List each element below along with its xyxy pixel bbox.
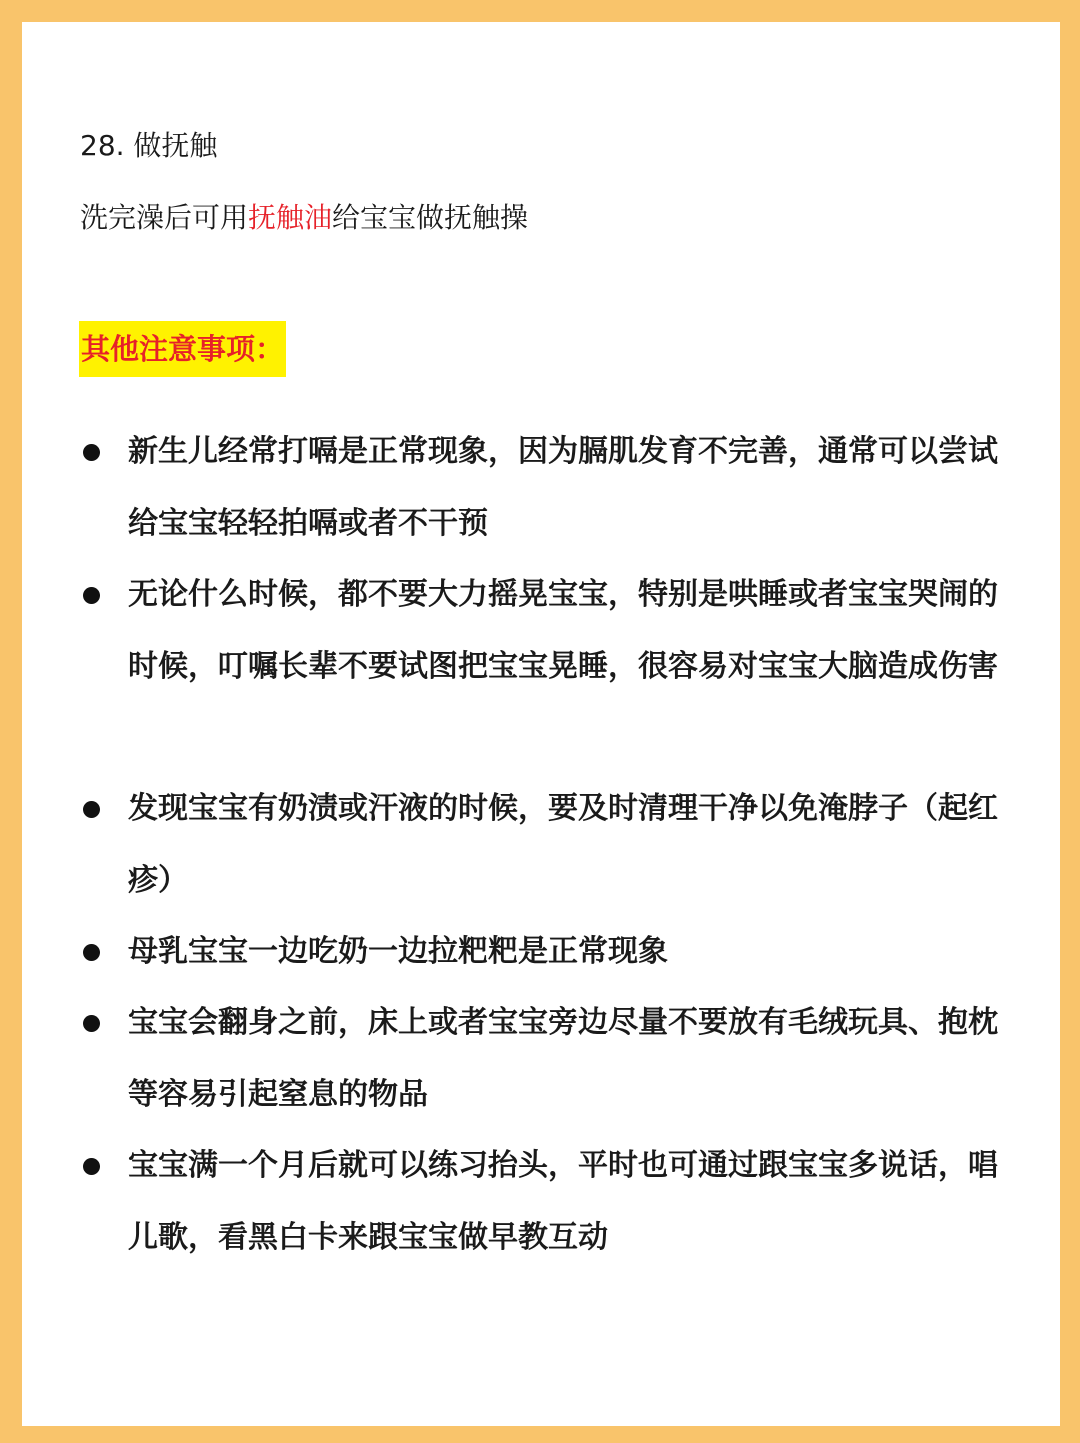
note-text: 母乳宝宝一边吃奶一边拉粑粑是正常现象 — [128, 934, 668, 969]
item-description-before: 洗完澡后可用 — [80, 201, 249, 234]
bullet-icon — [83, 1015, 100, 1032]
note-text: 发现宝宝有奶渍或汗液的时候，要及时清理干净以免淹脖子（起红疹） — [128, 791, 998, 898]
note-text: 宝宝满一个月后就可以练习抬头，平时也可通过跟宝宝多说话，唱儿歌，看黑白卡来跟宝宝做早教互动 — [128, 1148, 998, 1255]
note-text: 新生儿经常打嗝是正常现象，因为膈肌发育不完善，通常可以尝试给宝宝轻轻拍嗝或者不干预 — [128, 434, 998, 541]
bullet-icon — [83, 444, 100, 461]
content-card — [22, 22, 1060, 1426]
note-text: 宝宝会翻身之前，床上或者宝宝旁边尽量不要放有毛绒玩具、抱枕等容易引起窒息的物品 — [128, 1005, 998, 1112]
item-description — [80, 196, 528, 240]
item-description-highlight: 抚触油 — [248, 201, 333, 234]
note-text: 无论什么时候，都不要大力摇晃宝宝，特别是哄睡或者宝宝哭闹的时候，叮嘱长辈不要试图把宝宝晃睡，很容易对宝宝大脑造成伤害 — [128, 577, 998, 684]
bullet-icon — [83, 587, 100, 604]
bullet-icon — [83, 944, 100, 961]
item-title: 28. 做抚触 — [80, 129, 218, 162]
section-heading: 其他注意事项： — [79, 321, 286, 377]
item-description-after: 给宝宝做抚触操 — [332, 201, 529, 234]
bullet-icon — [83, 801, 100, 818]
bullet-icon — [83, 1158, 100, 1175]
